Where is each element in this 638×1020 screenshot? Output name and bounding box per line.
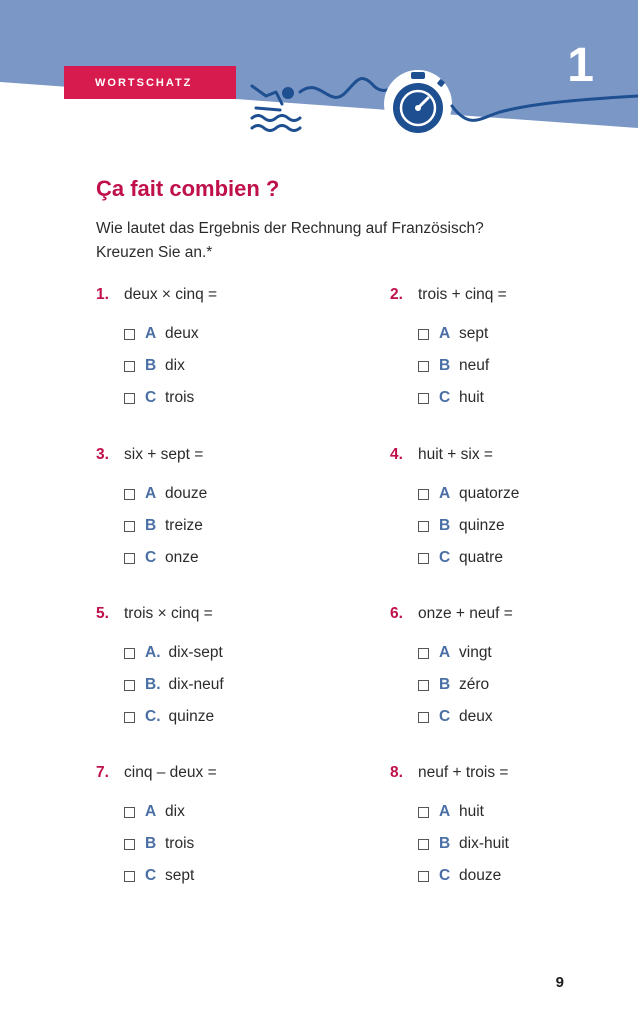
answer-option[interactable]: [96, 318, 326, 350]
question-number: 7.: [96, 764, 109, 781]
answer-option[interactable]: [96, 669, 326, 701]
question-header: [390, 764, 620, 788]
question-4: [390, 446, 620, 574]
answer-option[interactable]: [390, 350, 620, 382]
answer-checkbox[interactable]: [124, 361, 135, 372]
question-header: [96, 605, 326, 629]
answer-checkbox[interactable]: [124, 839, 135, 850]
answer-option[interactable]: [96, 828, 326, 860]
chapter-number: 1: [567, 39, 594, 92]
option-text: dix-neuf: [168, 676, 224, 693]
option-text: quatre: [459, 549, 503, 566]
question-header: [390, 286, 620, 310]
option-text: neuf: [459, 357, 490, 374]
question-expression: cinq – deux =: [124, 764, 217, 781]
question-expression: neuf + trois =: [418, 764, 509, 781]
option-text: dix: [165, 357, 185, 374]
question-number: 1.: [96, 286, 109, 303]
option-text: zéro: [459, 676, 490, 693]
option-letter: C.: [145, 708, 161, 725]
answer-option[interactable]: [390, 542, 620, 574]
answer-option[interactable]: [390, 701, 620, 733]
stopwatch-icon: [384, 70, 452, 138]
question-8: [390, 764, 620, 892]
question-number: 8.: [390, 764, 403, 781]
option-letter: B: [439, 357, 451, 374]
option-text: douze: [165, 485, 208, 502]
option-text: quinze: [459, 517, 505, 534]
question-header: [96, 764, 326, 788]
answer-option[interactable]: [390, 637, 620, 669]
question-2: [390, 286, 620, 414]
answer-option[interactable]: [96, 510, 326, 542]
answer-option[interactable]: [96, 701, 326, 733]
option-letter: A: [439, 644, 451, 661]
answer-checkbox[interactable]: [418, 521, 429, 532]
answer-checkbox[interactable]: [124, 393, 135, 404]
option-letter: A.: [145, 644, 161, 661]
answer-checkbox[interactable]: [124, 489, 135, 500]
option-text: quinze: [168, 708, 215, 725]
option-letter: C: [439, 389, 451, 406]
answer-option[interactable]: [390, 860, 620, 892]
option-text: douze: [459, 867, 502, 884]
option-text: huit: [459, 803, 484, 820]
answer-option[interactable]: [96, 637, 326, 669]
answer-checkbox[interactable]: [418, 361, 429, 372]
answer-checkbox[interactable]: [124, 712, 135, 723]
option-letter: A: [145, 485, 157, 502]
option-text: dix: [165, 803, 185, 820]
option-text: treize: [165, 517, 203, 534]
question-header: [96, 446, 326, 470]
question-expression: trois + cinq =: [418, 286, 507, 303]
answer-option[interactable]: [96, 860, 326, 892]
option-letter: C: [439, 549, 451, 566]
option-letter: A: [145, 803, 157, 820]
answer-checkbox[interactable]: [124, 680, 135, 691]
option-text: huit: [459, 389, 484, 406]
question-header: [96, 286, 326, 310]
answer-option[interactable]: [390, 510, 620, 542]
answer-option[interactable]: [96, 478, 326, 510]
option-text: dix-huit: [459, 835, 509, 852]
option-text: sept: [459, 325, 489, 342]
answer-option[interactable]: [96, 382, 326, 414]
option-letter: A: [145, 325, 157, 342]
exercise-title: Ça fait combien ?: [96, 176, 280, 201]
option-text: vingt: [459, 644, 492, 661]
option-text: onze: [165, 549, 199, 566]
answer-checkbox[interactable]: [418, 871, 429, 882]
option-letter: C: [145, 549, 157, 566]
question-number: 6.: [390, 605, 403, 622]
option-letter: B: [439, 835, 451, 852]
question-header: [390, 605, 620, 629]
option-letter: A: [439, 803, 451, 820]
question-5: [96, 605, 326, 733]
section-badge: [64, 66, 236, 99]
answer-option[interactable]: [390, 828, 620, 860]
exercise-instructions: Wie lautet das Ergebnis der Rechnung auf Französisch? Kreuzen Sie an.*: [96, 220, 484, 261]
question-expression: huit + six =: [418, 446, 493, 463]
question-7: [96, 764, 326, 892]
question-expression: deux × cinq =: [124, 286, 218, 303]
option-letter: B: [145, 357, 157, 374]
answer-checkbox[interactable]: [418, 553, 429, 564]
option-letter: B: [145, 835, 157, 852]
header-background: [0, 0, 638, 128]
page-number: 9: [555, 974, 564, 991]
answer-checkbox[interactable]: [418, 648, 429, 659]
option-letter: C: [439, 867, 451, 884]
answer-checkbox[interactable]: [124, 553, 135, 564]
question-expression: six + sept =: [124, 446, 204, 463]
question-number: 5.: [96, 605, 109, 622]
question-expression: trois × cinq =: [124, 605, 213, 622]
answer-option[interactable]: [390, 382, 620, 414]
question-number: 4.: [390, 446, 403, 463]
option-letter: B.: [145, 676, 161, 693]
answer-checkbox[interactable]: [124, 807, 135, 818]
answer-checkbox[interactable]: [418, 807, 429, 818]
option-letter: C: [439, 708, 451, 725]
option-letter: C: [145, 389, 157, 406]
question-6: [390, 605, 620, 733]
question-number: 3.: [96, 446, 109, 463]
option-letter: B: [439, 676, 451, 693]
question-1: [96, 286, 326, 414]
answer-option[interactable]: [390, 669, 620, 701]
answer-checkbox[interactable]: [124, 648, 135, 659]
answer-option[interactable]: [96, 542, 326, 574]
swimmer-icon: [252, 86, 300, 131]
answer-option[interactable]: [390, 318, 620, 350]
option-text: trois: [165, 389, 195, 406]
answer-checkbox[interactable]: [418, 329, 429, 340]
option-text: deux: [459, 708, 493, 725]
option-text: trois: [165, 835, 195, 852]
option-text: dix-sept: [168, 644, 223, 661]
answer-checkbox[interactable]: [418, 680, 429, 691]
answer-option[interactable]: [390, 478, 620, 510]
answer-checkbox[interactable]: [124, 871, 135, 882]
answer-option[interactable]: [390, 796, 620, 828]
answer-option[interactable]: [96, 796, 326, 828]
question-header: [390, 446, 620, 470]
option-letter: A: [439, 485, 451, 502]
option-text: quatorze: [459, 485, 520, 502]
section-label: WORTSCHATZ: [95, 76, 193, 89]
answer-checkbox[interactable]: [418, 712, 429, 723]
answer-checkbox[interactable]: [124, 329, 135, 340]
answer-checkbox[interactable]: [418, 393, 429, 404]
option-text: deux: [165, 325, 199, 342]
question-3: [96, 446, 326, 574]
option-text: sept: [165, 867, 195, 884]
question-expression: onze + neuf =: [418, 605, 513, 622]
answer-checkbox[interactable]: [124, 521, 135, 532]
question-number: 2.: [390, 286, 403, 303]
option-letter: C: [145, 867, 157, 884]
option-letter: A: [439, 325, 451, 342]
option-letter: B: [439, 517, 451, 534]
answer-option[interactable]: [96, 350, 326, 382]
answer-checkbox[interactable]: [418, 839, 429, 850]
option-letter: B: [145, 517, 157, 534]
answer-checkbox[interactable]: [418, 489, 429, 500]
